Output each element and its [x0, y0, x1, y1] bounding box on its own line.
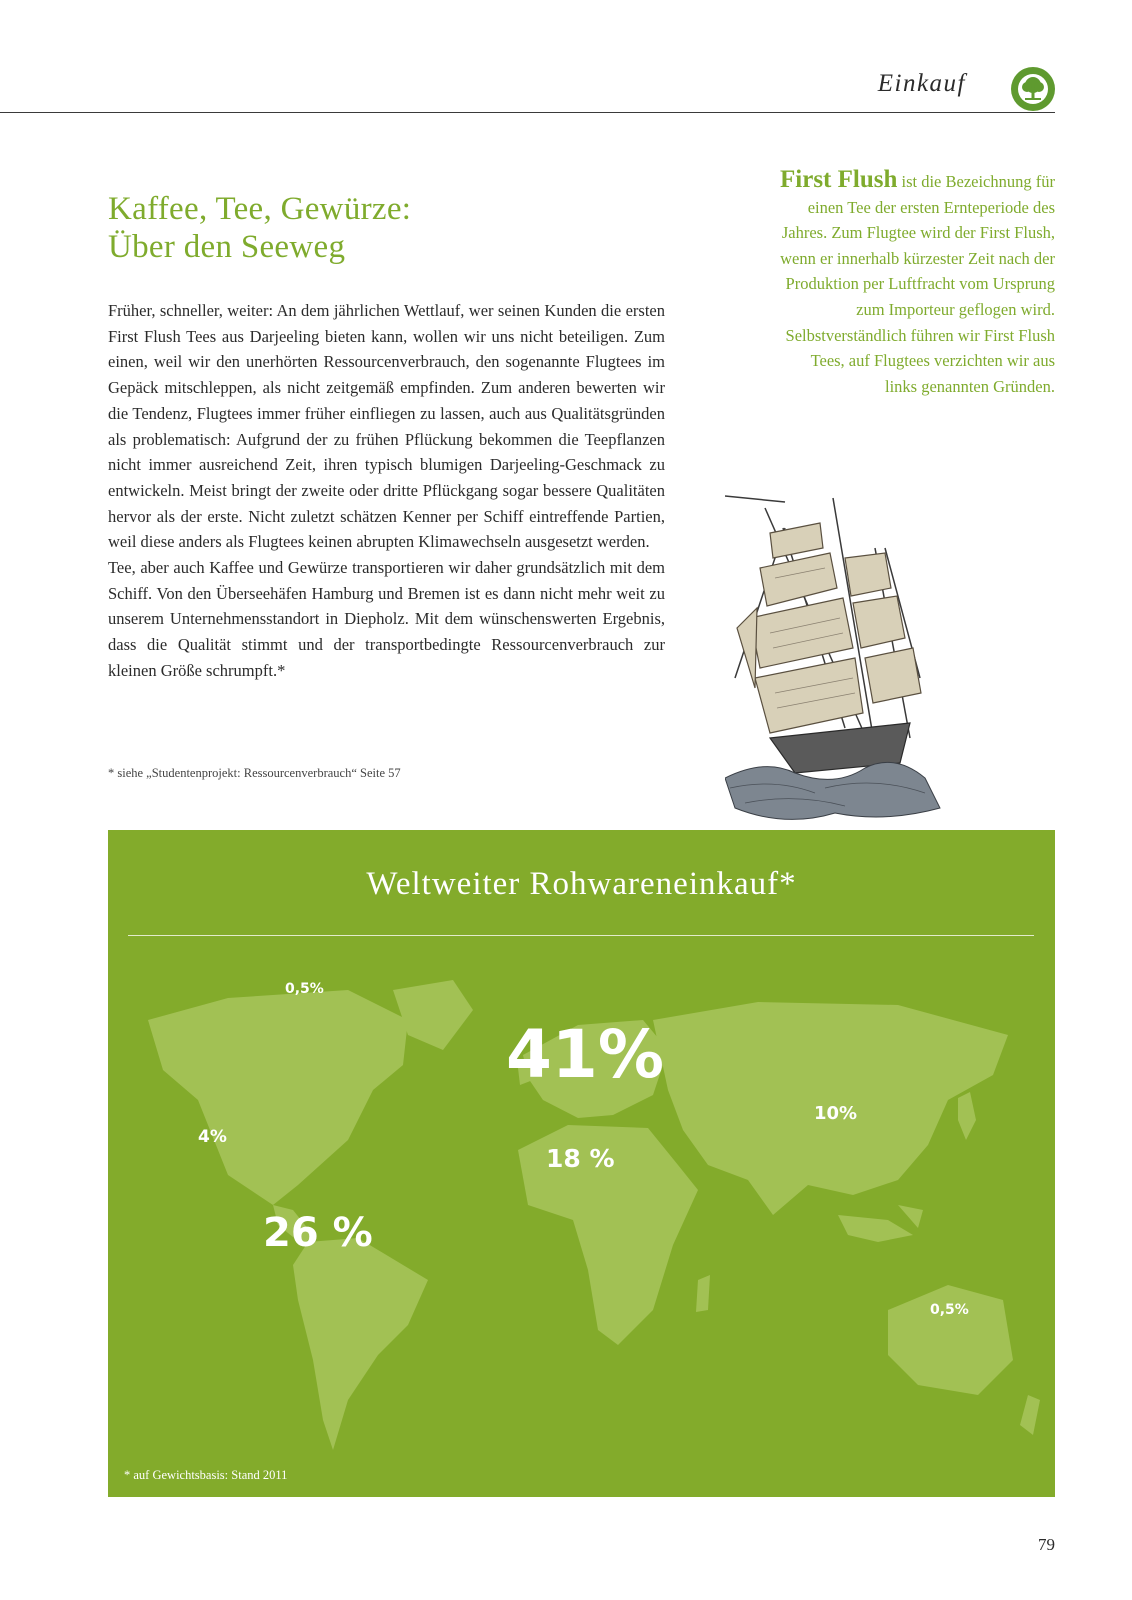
madagascar-shape: [696, 1275, 710, 1312]
world-purchasing-panel: [108, 830, 1055, 1497]
share-central-america: 4%: [198, 1127, 227, 1147]
north-america-shape: [148, 990, 408, 1205]
header-rule: [0, 112, 1055, 113]
share-oceania: 0,5%: [930, 1302, 969, 1318]
share-europe: 41%: [506, 1016, 664, 1093]
share-africa: 18 %: [546, 1144, 615, 1173]
new-zealand-shape: [1020, 1395, 1040, 1435]
share-south-america: 26 %: [263, 1210, 373, 1256]
share-north-america-north: 0,5%: [285, 981, 324, 997]
panel-title: Weltweiter Rohwareneinkauf*: [366, 866, 797, 902]
headline-line-1: Kaffee, Tee, Gewürze:: [108, 191, 412, 227]
headline-line-2: Über den Seeweg: [108, 229, 346, 265]
southeast-asia-islands-shape: [838, 1205, 923, 1242]
article-paragraph-1: Früher, schneller, weiter: An dem jährlichen Wettlauf, wer seinen Kunden die ersten First Flush Tees aus Darjeeling bieten kann, wollen wir uns nicht beteiligen. Zum einen, weil wir den unerhörten Ressourcenverbrauch, den sogenannte Flugtees im Gepäck mitschleppen, als nicht zeitgemäß empfinden. Zum anderen bewerten wir die Tendenz, Flugtees immer früher einfliegen zu lassen, auch aus Qualitätsgründen als problematisch: Aufgrund der zu frühen Pflückung bekommen die Teepflanzen nicht immer ausreichend Zeit, ihren typisch blumigen Darjeeling-Geschmack zu entwickeln. Meist bringt der zweite oder dritte Pflückgang sogar bessere Qualitäten hervor als der erste. Nicht zuletzt schätzen Kenner per Schiff eintreffende Partien, weil diese anders als Flugtees keinen abrupten Klimawechseln ausgesetzt werden.: [108, 301, 665, 552]
article-body: [108, 298, 665, 684]
sidebar-term: First Flush: [780, 166, 898, 193]
japan-shape: [958, 1092, 976, 1140]
section-title: Einkauf: [877, 70, 966, 97]
article-paragraph-2: Tee, aber auch Kaffee und Gewürze transportieren wir daher grundsätzlich mit dem Schiff. Von den Überseehäfen Hamburg und Bremen ist es dann nicht mehr weit zu unserem Unternehmensstandort in Diepholz. Mit dem wünschenswerten Ergebnis, dass die Qualität stimmt und der transportbedingte Ressourcenverbrauch zur kleinen Größe schrumpft.*: [108, 558, 665, 680]
page-number: 79: [1038, 1535, 1055, 1554]
panel-rule: [128, 935, 1034, 936]
article-headline: [108, 190, 411, 266]
sailing-ship-icon: [725, 488, 945, 838]
panel-footnote: * auf Gewichtsbasis: Stand 2011: [124, 1468, 288, 1482]
sidebar-text: ist die Bezeichnung für einen Tee der ersten Ernteperiode des Jahres. Zum Flugtee wird der First Flush, wenn er innerhalb kürzester Zeit nach der Produktion per Luftfracht vom Ursprung zum Importeur geflogen wird. Selbstverständlich führen wir First Flush Tees, auf Flugtees verzichten wir aus links genannten Gründen.: [780, 172, 1055, 396]
sidebar-note: [780, 167, 1055, 399]
tree-seal-icon: [1010, 66, 1056, 112]
article-footnote: * siehe „Studentenprojekt: Ressourcenverbrauch“ Seite 57: [108, 766, 401, 780]
south-america-shape: [293, 1238, 428, 1450]
share-asia: 10%: [814, 1103, 858, 1124]
